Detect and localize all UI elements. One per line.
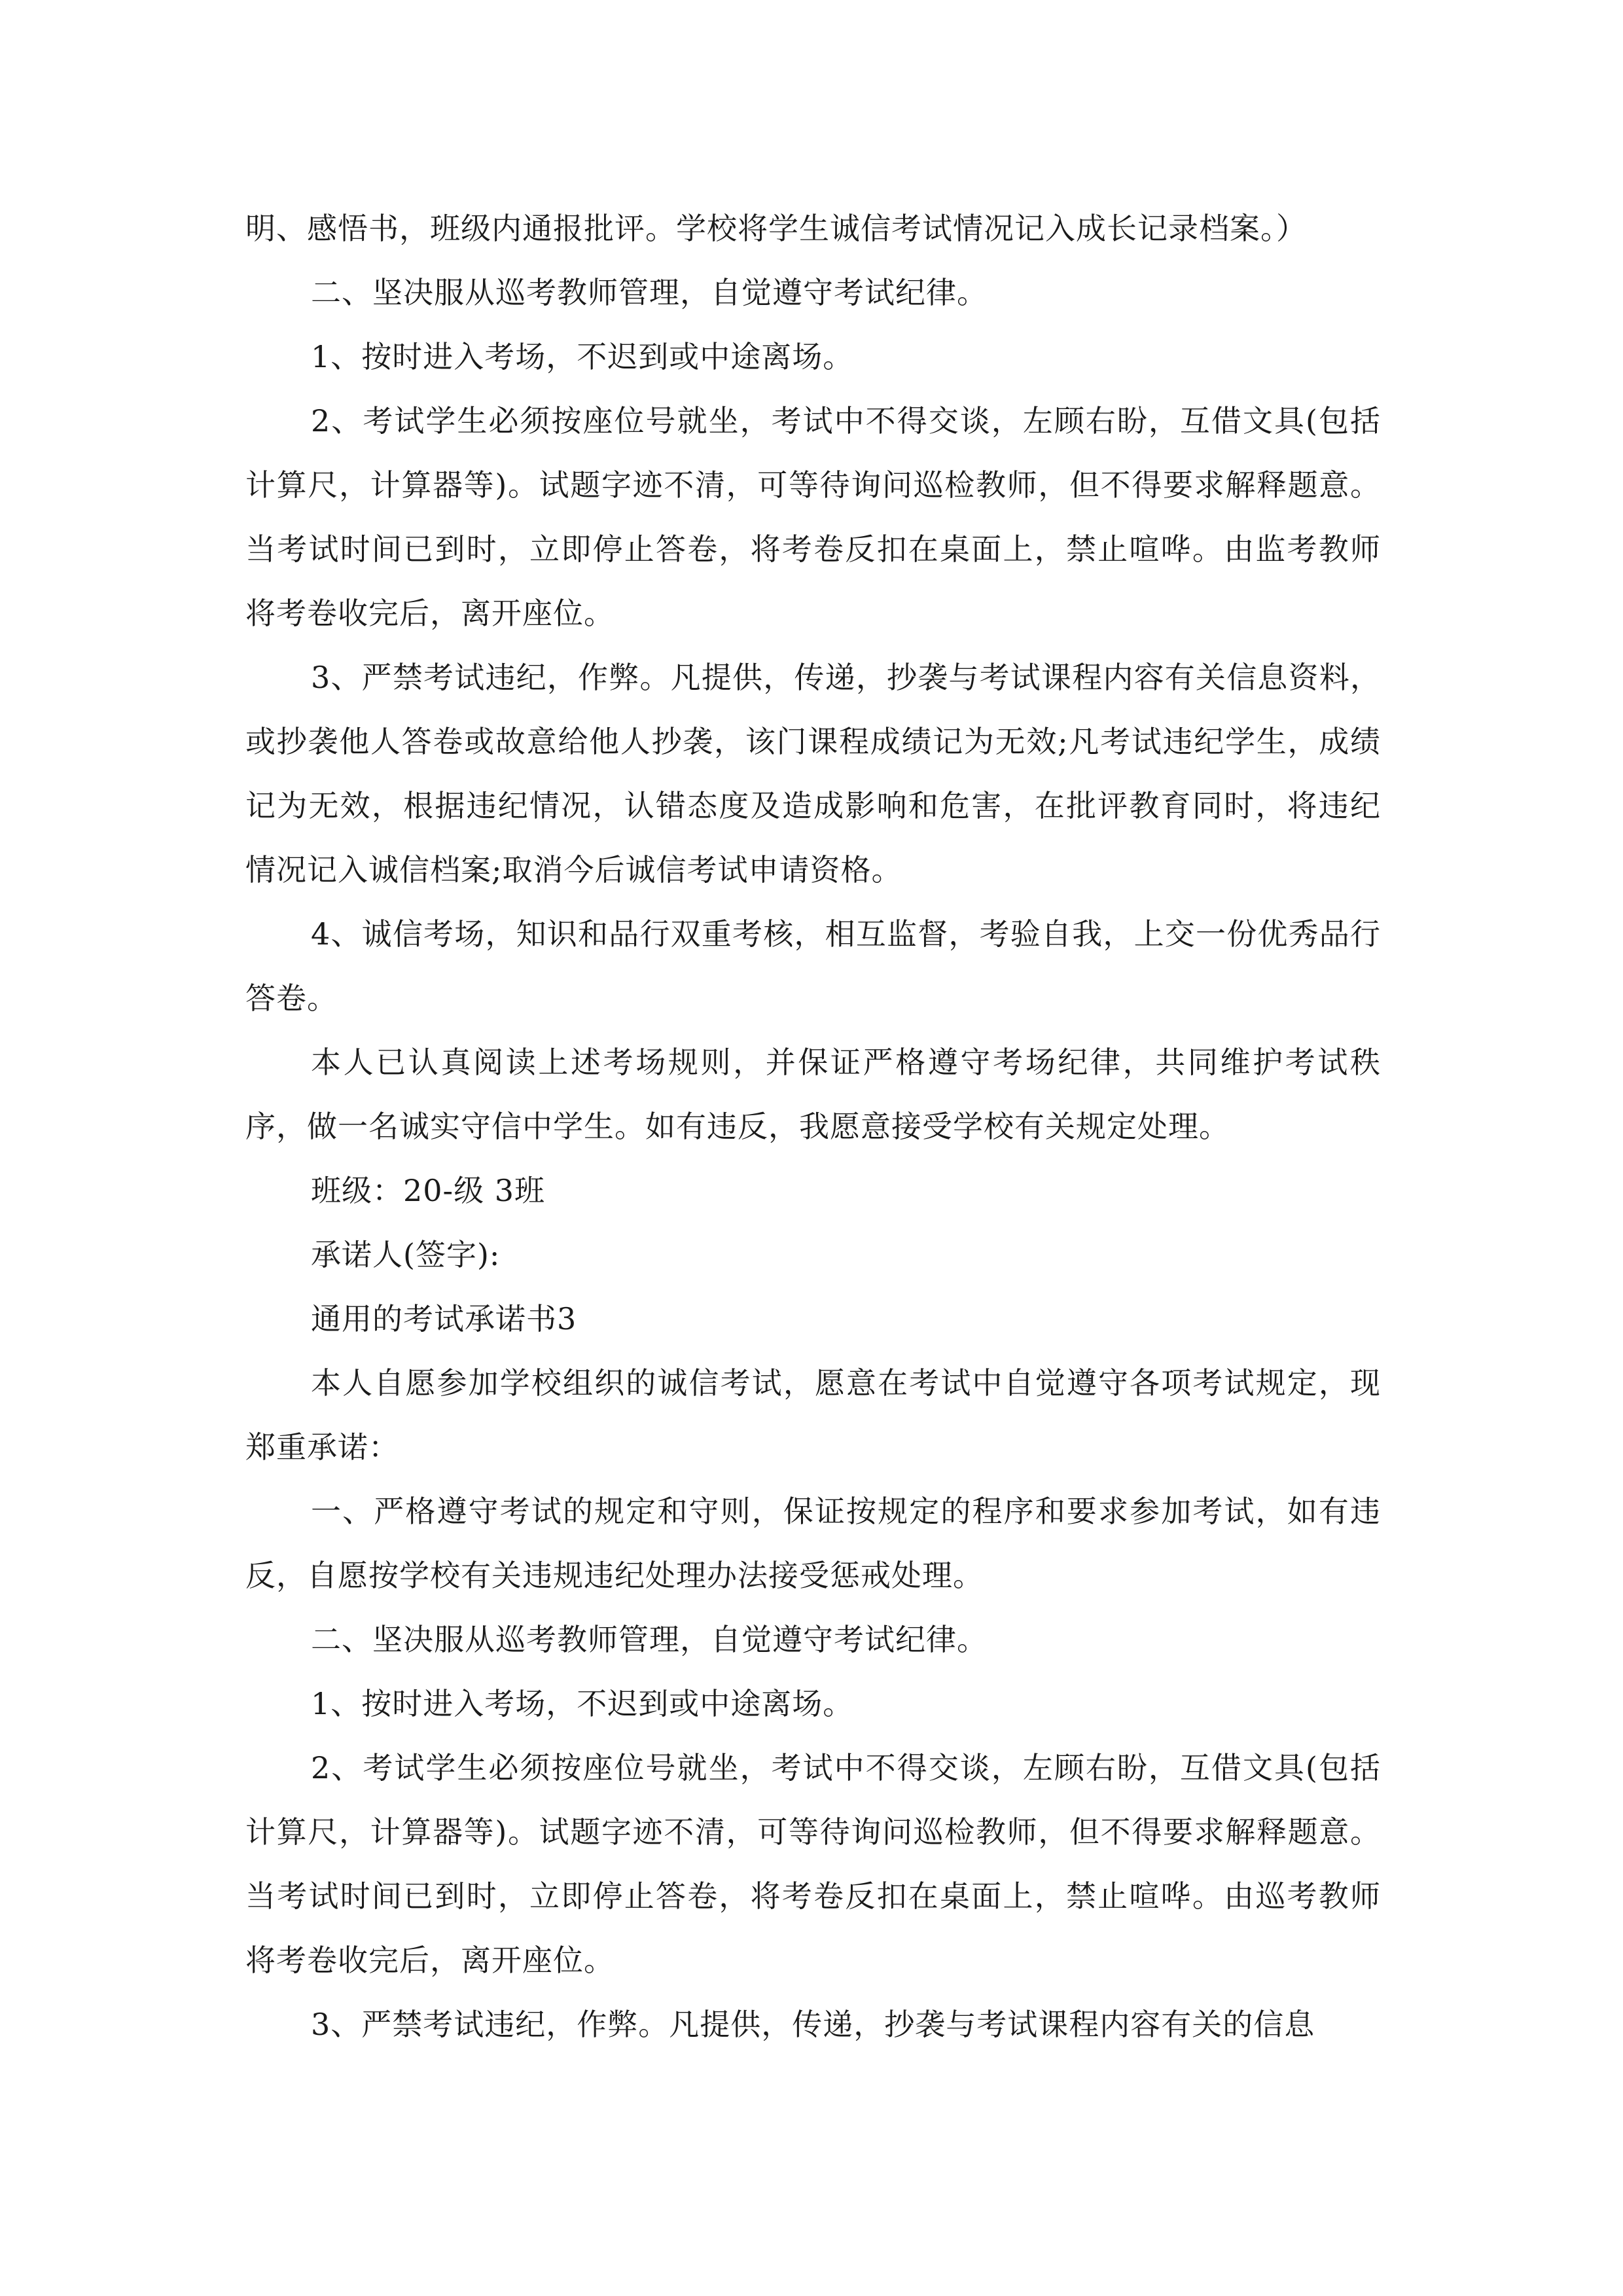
signature-field: 承诺人(签字): [311, 1237, 501, 1272]
section-title: 通用的考试承诺书3 [311, 1301, 577, 1336]
paragraph-section-two: 二、坚决服从巡考教师管理，自觉遵守考试纪律。 [311, 275, 988, 310]
paragraph-rule-2: 2、考试学生必须按座位号就坐，考试中不得交谈，左顾右盼，互借文具(包括计算尺，计算器等)。试题字迹不清，可等待询问巡检教师，但不得要求解释题意。当考试时间已到时，立即停止答卷，将考卷反扣在桌面上，禁止喧哗。由监考教师将考卷收完后，离开座位。 [245, 403, 1381, 631]
paragraph-rule-1: 1、按时进入考场，不迟到或中途离场。 [311, 339, 854, 374]
paragraph-rule-1-repeat: 1、按时进入考场，不迟到或中途离场。 [311, 1686, 854, 1721]
paragraph-rule-2-repeat: 2、考试学生必须按座位号就坐，考试中不得交谈，左顾右盼，互借文具(包括计算尺，计算器等)。试题字迹不清，可等待询问巡检教师，但不得要求解释题意。当考试时间已到时，立即停止答卷，将考卷反扣在桌面上，禁止喧哗。由巡考教师将考卷收完后，离开座位。 [245, 1750, 1381, 1978]
paragraph-intro-pledge: 本人自愿参加学校组织的诚信考试，愿意在考试中自觉遵守各项考试规定，现郑重承诺： [245, 1365, 1381, 1465]
paragraph-rule-4: 4、诚信考场，知识和品行双重考核，相互监督，考验自我，上交一份优秀品行答卷。 [245, 916, 1381, 1016]
paragraph-rule-3-repeat: 3、严禁考试违纪，作弊。凡提供，传递，抄袭与考试课程内容有关的信息 [311, 2007, 1315, 2042]
document-body [245, 196, 1381, 2056]
paragraph-section-one: 一、严格遵守考试的规定和守则，保证按规定的程序和要求参加考试，如有违反，自愿按学校有关违规违纪处理办法接受惩戒处理。 [245, 1494, 1381, 1593]
class-field: 班级：20-级 3班 [311, 1173, 545, 1208]
paragraph-continued-intro: 明、感悟书，班级内通报批评。学校将学生诚信考试情况记入成长记录档案。） [245, 211, 1307, 246]
paragraph-rule-3: 3、严禁考试违纪，作弊。凡提供，传递，抄袭与考试课程内容有关信息资料，或抄袭他人答卷或故意给他人抄袭，该门课程成绩记为无效;凡考试违纪学生，成绩记为无效，根据违纪情况，认错态度及造成影响和危害，在批评教育同时，将违纪情况记入诚信档案;取消今后诚信考试申请资格。 [245, 660, 1381, 888]
paragraph-section-two-repeat: 二、坚决服从巡考教师管理，自觉遵守考试纪律。 [311, 1622, 988, 1657]
paragraph-pledge-statement: 本人已认真阅读上述考场规则，并保证严格遵守考场纪律，共同维护考试秩序，做一名诚实守信中学生。如有违反，我愿意接受学校有关规定处理。 [245, 1045, 1381, 1144]
